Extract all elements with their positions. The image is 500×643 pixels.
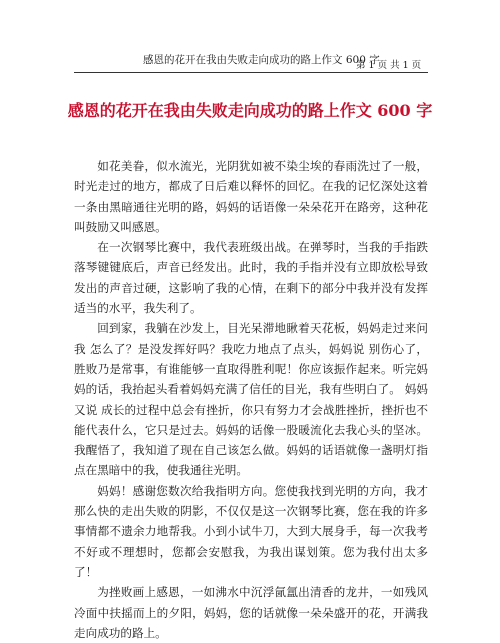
- paragraph-2: 在一次钢琴比赛中，我代表班级出战。在弹琴时，当我的手指跌落琴键键底后，声音已经发出。此时，我的手指并没有立即放松导致发出的声音过硬，这影响了我的心情，在剩下的部分中我并没有发挥适当的水平，我失利了。: [74, 240, 428, 316]
- header-divider: [74, 72, 428, 73]
- document-title: 感恩的花开在我由失败走向成功的路上作文 600 字: [67, 101, 433, 120]
- paragraph-3: 回到家，我躺在沙发上，目光呆滞地瞅着天花板，妈妈走过来问我 怎么了？是没发挥好吗？我吃力地点了点头，妈妈说 别伤心了，胜败乃是常事，有谁能够一直取得胜利呢！你应该振作起来。听完妈妈的话，我抬起头看着妈妈充满了信任的目光，我有些明白了。 妈妈又说 成长的过程中总会有挫折，你只有努力才会战胜挫折，挫折也不能代表什么，它只是过去。妈妈的话像一股暖流化去我心头的坚冰。我醒悟了，我知道了现在自己该怎么做。妈妈的话语就像一盏明灯指点在黑暗中的我，使我通往光明。: [74, 321, 428, 478]
- article-body: [74, 156, 428, 643]
- page-header: [0, 52, 500, 72]
- paragraph-1: 如花美眷，似水流光，光阴犹如被不染尘埃的春雨洗过了一般，时光走过的地方，都成了日后难以释怀的回忆。在我的记忆深处这着一条由黑暗通往光明的路，妈妈的话语像一朵朵花开在路旁，这种花叫鼓励又叫感恩。: [74, 159, 428, 234]
- paragraph-4: 妈妈！感谢您数次给我指明方向。您使我找到光明的方向，我才那么快的走出失败的阴影，不仅仅是这一次钢琴比赛，您在我的许多事情都不遗余力地帮我。小到小试牛刀，大到大展身手，每一次我考不好或不理想时，您都会安慰我，为我出谋划策。您为我付出太多了！: [74, 483, 428, 579]
- header-page-info: 第 1 页 共 1 页: [356, 60, 422, 71]
- paragraph-5: 为挫败画上感恩，一如沸水中沉浮氤氲出清香的龙井，一如残风冷面中扶摇而上的夕阳，妈妈，您的话就像一朵朵盛开的花，开满我走向成功的路上。: [74, 585, 428, 640]
- header-title: 感恩的花开在我由失败走向成功的路上作文 600 字: [143, 54, 380, 66]
